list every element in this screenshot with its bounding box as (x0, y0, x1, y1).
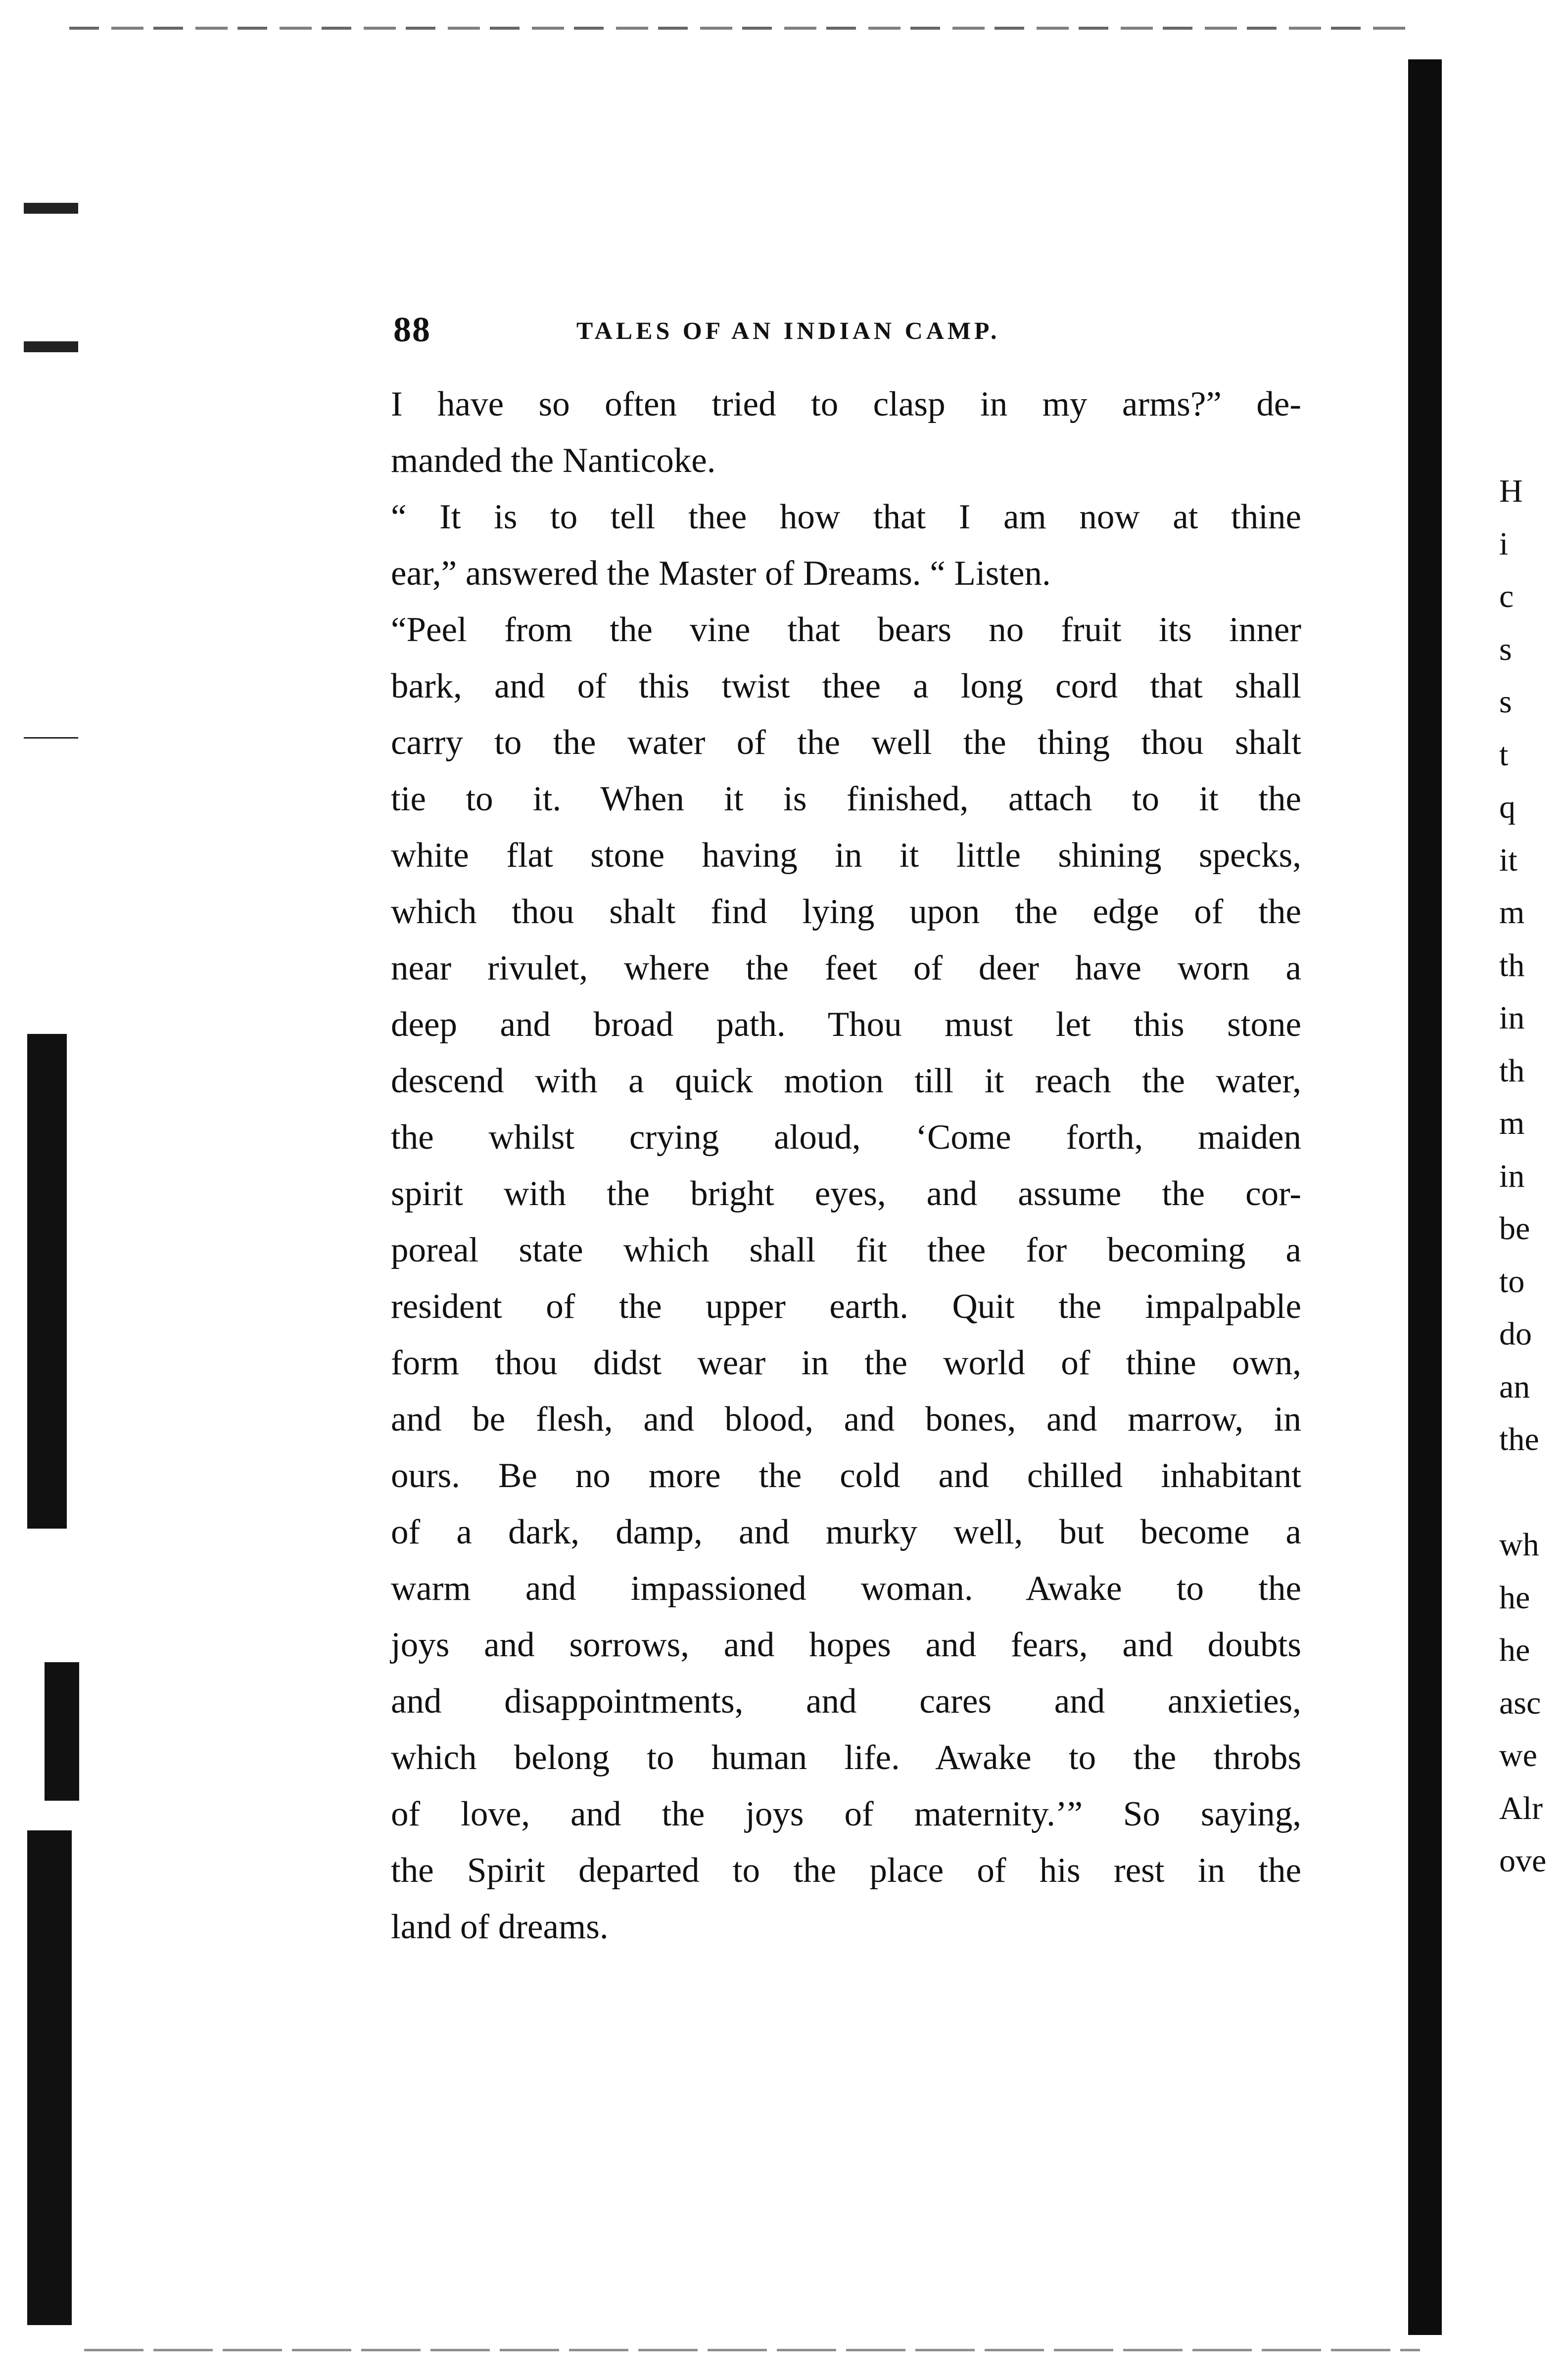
text-line: white flat stone having in it little shining specks, (391, 836, 1301, 875)
text-line: deep and broad path. Thou must let this stone (391, 1005, 1301, 1044)
facing-page-line: asc (1499, 1684, 1541, 1721)
text-line: resident of the upper earth. Quit the impalpable (391, 1287, 1301, 1326)
facing-page-line (1499, 1466, 1564, 1519)
text-line: and disappointments, and cares and anxieties, (391, 1682, 1301, 1721)
facing-page-line: in (1499, 1000, 1525, 1036)
text-line: joys and sorrows, and hopes and fears, and doubts (391, 1626, 1301, 1664)
facing-page-line: ove (1499, 1843, 1547, 1879)
facing-page-line: to (1499, 1263, 1525, 1300)
text-line: carry to the water of the well the thing thou shalt (391, 723, 1301, 762)
scan-mark (24, 341, 78, 352)
facing-page-line: th (1499, 947, 1525, 983)
facing-page-line: Alr (1499, 1790, 1543, 1826)
scan-edge-bottom (84, 2349, 1420, 2351)
page-number: 88 (393, 310, 431, 349)
facing-page-line: the (1499, 1421, 1539, 1457)
text-line: and be flesh, and blood, and bones, and marrow, in (391, 1400, 1301, 1439)
text-line: which thou shalt find lying upon the edge of the (391, 892, 1301, 931)
scan-edge-left (27, 1830, 72, 2325)
scan-mark (24, 203, 78, 214)
text-line: bark, and of this twist thee a long cord that shall (391, 667, 1301, 705)
text-line: ear,” answered the Master of Dreams. “ Listen. (391, 554, 1051, 593)
facing-page-line: H (1499, 473, 1523, 509)
facing-page-line: wh (1499, 1527, 1539, 1563)
text-line: near rivulet, where the feet of deer have worn a (391, 949, 1301, 987)
facing-page-line: be (1499, 1211, 1530, 1247)
text-line: of a dark, damp, and murky well, but become a (391, 1513, 1301, 1551)
page-header (393, 309, 1304, 354)
scan-edge-top (69, 27, 1415, 30)
text-line: manded the Nanticoke. (391, 441, 716, 480)
facing-page-line: he (1499, 1632, 1530, 1668)
facing-page-line: t (1499, 736, 1509, 773)
text-line: the Spirit departed to the place of his rest in the (391, 1851, 1301, 1890)
facing-page-line: s (1499, 684, 1512, 720)
facing-page-line: c (1499, 578, 1514, 614)
text-line: which belong to human life. Awake to the throbs (391, 1738, 1301, 1777)
text-line: warm and impassioned woman. Awake to the (391, 1569, 1301, 1608)
text-line: descend with a quick motion till it reach the water, (391, 1062, 1301, 1100)
text-line: land of dreams. (391, 1908, 609, 1946)
facing-page-line: in (1499, 1158, 1525, 1194)
text-line: tie to it. When it is finished, attach to it the (391, 780, 1301, 818)
text-line: “ It is to tell thee how that I am now at thine (391, 498, 1301, 536)
facing-page-line: do (1499, 1316, 1532, 1352)
facing-page-line: it (1499, 841, 1517, 878)
facing-page-line: i (1499, 525, 1509, 562)
running-title: TALES OF AN INDIAN CAMP. (576, 317, 1000, 344)
text-line: ours. Be no more the cold and chilled inhabitant (391, 1456, 1301, 1495)
facing-page-line: m (1499, 894, 1525, 931)
text-line: spirit with the bright eyes, and assume the cor- (391, 1174, 1301, 1213)
facing-page-line: th (1499, 1052, 1525, 1089)
scan-edge-left (27, 1034, 67, 1529)
text-line: the whilst crying aloud, ‘Come forth, maiden (391, 1118, 1301, 1157)
facing-page-line: we (1499, 1737, 1537, 1773)
facing-page-fragment (1499, 465, 1564, 1888)
text-line: poreal state which shall fit thee for becoming a (391, 1231, 1301, 1269)
text-line: of love, and the joys of maternity.’” So saying, (391, 1795, 1301, 1833)
text-line: form thou didst wear in the world of thine own, (391, 1344, 1301, 1382)
body-text (391, 376, 1301, 1955)
text-line: “Peel from the vine that bears no fruit its inner (391, 610, 1301, 649)
page-gutter-shadow (1408, 59, 1442, 2335)
scan-mark (24, 737, 78, 739)
facing-page-line: he (1499, 1579, 1530, 1616)
facing-page-line: m (1499, 1105, 1525, 1141)
scan-edge-left (45, 1662, 79, 1801)
text-line: I have so often tried to clasp in my arms?” de- (391, 385, 1301, 423)
facing-page-line: s (1499, 631, 1512, 667)
facing-page-line: q (1499, 789, 1516, 825)
facing-page-line: an (1499, 1368, 1530, 1405)
